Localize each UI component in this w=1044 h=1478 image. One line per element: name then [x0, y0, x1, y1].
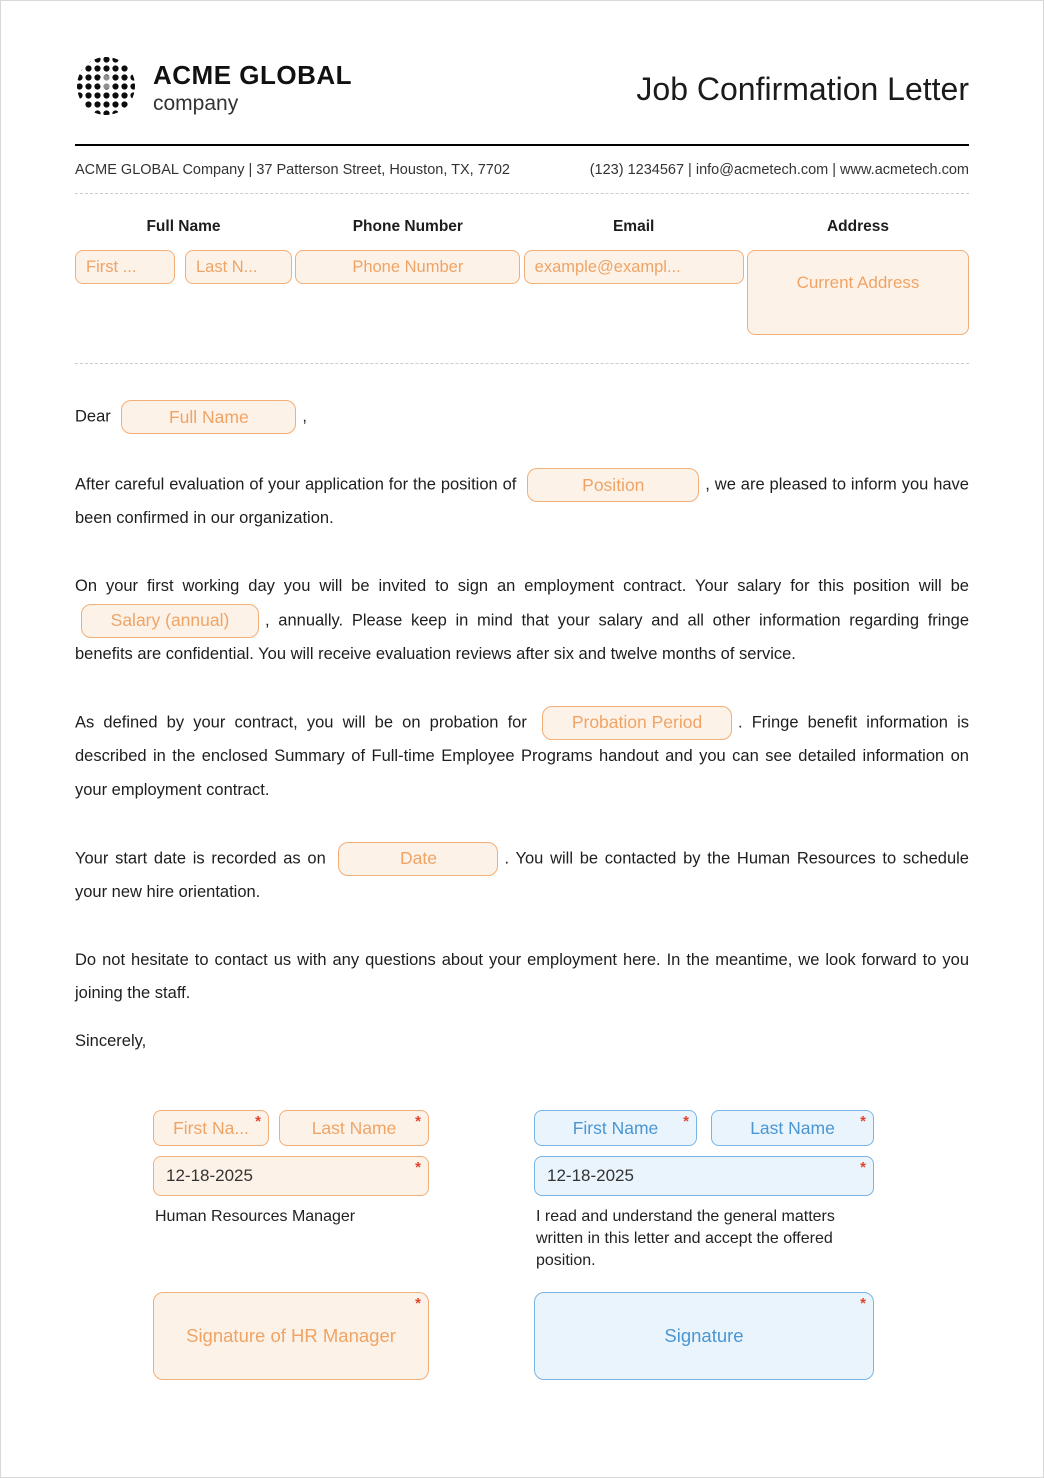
- start-date-input[interactable]: [338, 842, 498, 876]
- required-asterisk: *: [415, 1295, 421, 1313]
- salutation-suffix: ,: [302, 407, 307, 426]
- paragraph-salary-text-before: On your first working day you will be invited to sign an employment contract. Your salary for this position will be: [75, 576, 969, 595]
- globe-dots-logo-icon: [75, 55, 137, 122]
- hr-role-label: Human Resources Manager: [155, 1208, 356, 1226]
- email-label: Email: [612, 218, 655, 235]
- required-asterisk: *: [415, 1113, 421, 1131]
- letter-full-name-input[interactable]: [121, 400, 296, 434]
- paragraph-start-date-text-after: . You will be contacted by the Human Resources to schedule your new hire orientation.: [75, 848, 969, 901]
- address-label: Address: [826, 218, 889, 235]
- address-textarea[interactable]: [747, 250, 969, 335]
- dashed-divider-bottom: [75, 363, 969, 364]
- required-asterisk: *: [415, 1159, 421, 1177]
- employee-first-name-input[interactable]: [534, 1110, 697, 1146]
- required-asterisk: *: [683, 1113, 689, 1131]
- phone-field-group: [295, 218, 520, 335]
- required-asterisk: *: [255, 1113, 261, 1131]
- hr-signature-placeholder-label: Signature of HR Manager: [186, 1325, 396, 1347]
- position-input[interactable]: [527, 468, 699, 502]
- salary-input[interactable]: [81, 604, 259, 638]
- logo-company-subtitle: company: [153, 91, 239, 115]
- hr-first-name-input[interactable]: [153, 1110, 269, 1146]
- hr-signature-column: [153, 1110, 429, 1380]
- employee-last-name-input[interactable]: [711, 1110, 874, 1146]
- paragraph-probation-text-before: As defined by your contract, you will be on probation for: [75, 713, 527, 732]
- employee-signature-pad[interactable]: [534, 1292, 874, 1380]
- last-name-input[interactable]: [185, 250, 292, 284]
- email-field-group: [524, 218, 744, 335]
- paragraph-position-text-before: After careful evaluation of your application for the position of: [75, 475, 517, 494]
- company-address-text: ACME GLOBAL Company | 37 Patterson Street, Houston, TX, 7702: [75, 162, 510, 178]
- contact-row: [75, 146, 969, 193]
- employee-date-input[interactable]: [534, 1156, 874, 1196]
- paragraph-start-date-text-before: Your start date is recorded as on: [75, 848, 326, 867]
- hr-date-input[interactable]: [153, 1156, 429, 1196]
- probation-period-input[interactable]: [542, 706, 732, 740]
- employee-signature-placeholder-label: Signature: [664, 1325, 744, 1347]
- required-asterisk: *: [860, 1113, 866, 1131]
- paragraph-position-text-after: , we are pleased to inform you have been confirmed in our organization.: [75, 475, 969, 528]
- required-asterisk: *: [860, 1295, 866, 1313]
- address-field-group: [747, 218, 969, 335]
- full-name-field-group: [75, 218, 292, 335]
- paragraph-start-date: [75, 842, 969, 910]
- paragraph-position: [75, 468, 969, 536]
- applicant-fields-row: [75, 194, 969, 363]
- hr-last-name-input[interactable]: [279, 1110, 429, 1146]
- employee-acknowledgement-text: I read and understand the general matters written in this letter and accept the offered position.: [536, 1208, 835, 1270]
- email-input[interactable]: [524, 250, 744, 284]
- first-name-input[interactable]: [75, 250, 175, 284]
- company-contact-text: (123) 1234567 | info@acmetech.com | www.acmetech.com: [589, 162, 969, 178]
- paragraph-closing-remarks: Do not hesitate to contact us with any questions about your employment here. In the meantime, we look forward to you joining the staff.: [75, 950, 969, 1003]
- letter-body: [75, 400, 969, 1058]
- paragraph-probation: [75, 706, 969, 808]
- salutation-prefix: Dear: [75, 407, 111, 426]
- closing-line: Sincerely,: [75, 1032, 147, 1051]
- phone-label: Phone Number: [352, 218, 463, 235]
- paragraph-probation-text-after: . Fringe benefit information is described in the enclosed Summary of Full-time Employee Programs handout and you can see detailed information on your employment contract.: [75, 713, 969, 799]
- page-header: [75, 1, 969, 122]
- required-asterisk: *: [860, 1159, 866, 1177]
- salutation-line: [75, 400, 969, 434]
- signature-section: [153, 1110, 969, 1380]
- paragraph-salary: [75, 570, 969, 672]
- employee-signature-column: [534, 1110, 874, 1380]
- company-logo: [75, 55, 352, 122]
- hr-signature-pad[interactable]: [153, 1292, 429, 1380]
- logo-company-name: ACME GLOBAL: [153, 60, 353, 91]
- page-title: Job Confirmation Letter: [636, 71, 969, 107]
- full-name-label: Full Name: [146, 218, 221, 235]
- phone-input[interactable]: [295, 250, 520, 284]
- paragraph-salary-text-after: , annually. Please keep in mind that your salary and all other information regarding fringe benefits are confidential. You will receive evaluation reviews after six and twelve months of service.: [75, 611, 969, 663]
